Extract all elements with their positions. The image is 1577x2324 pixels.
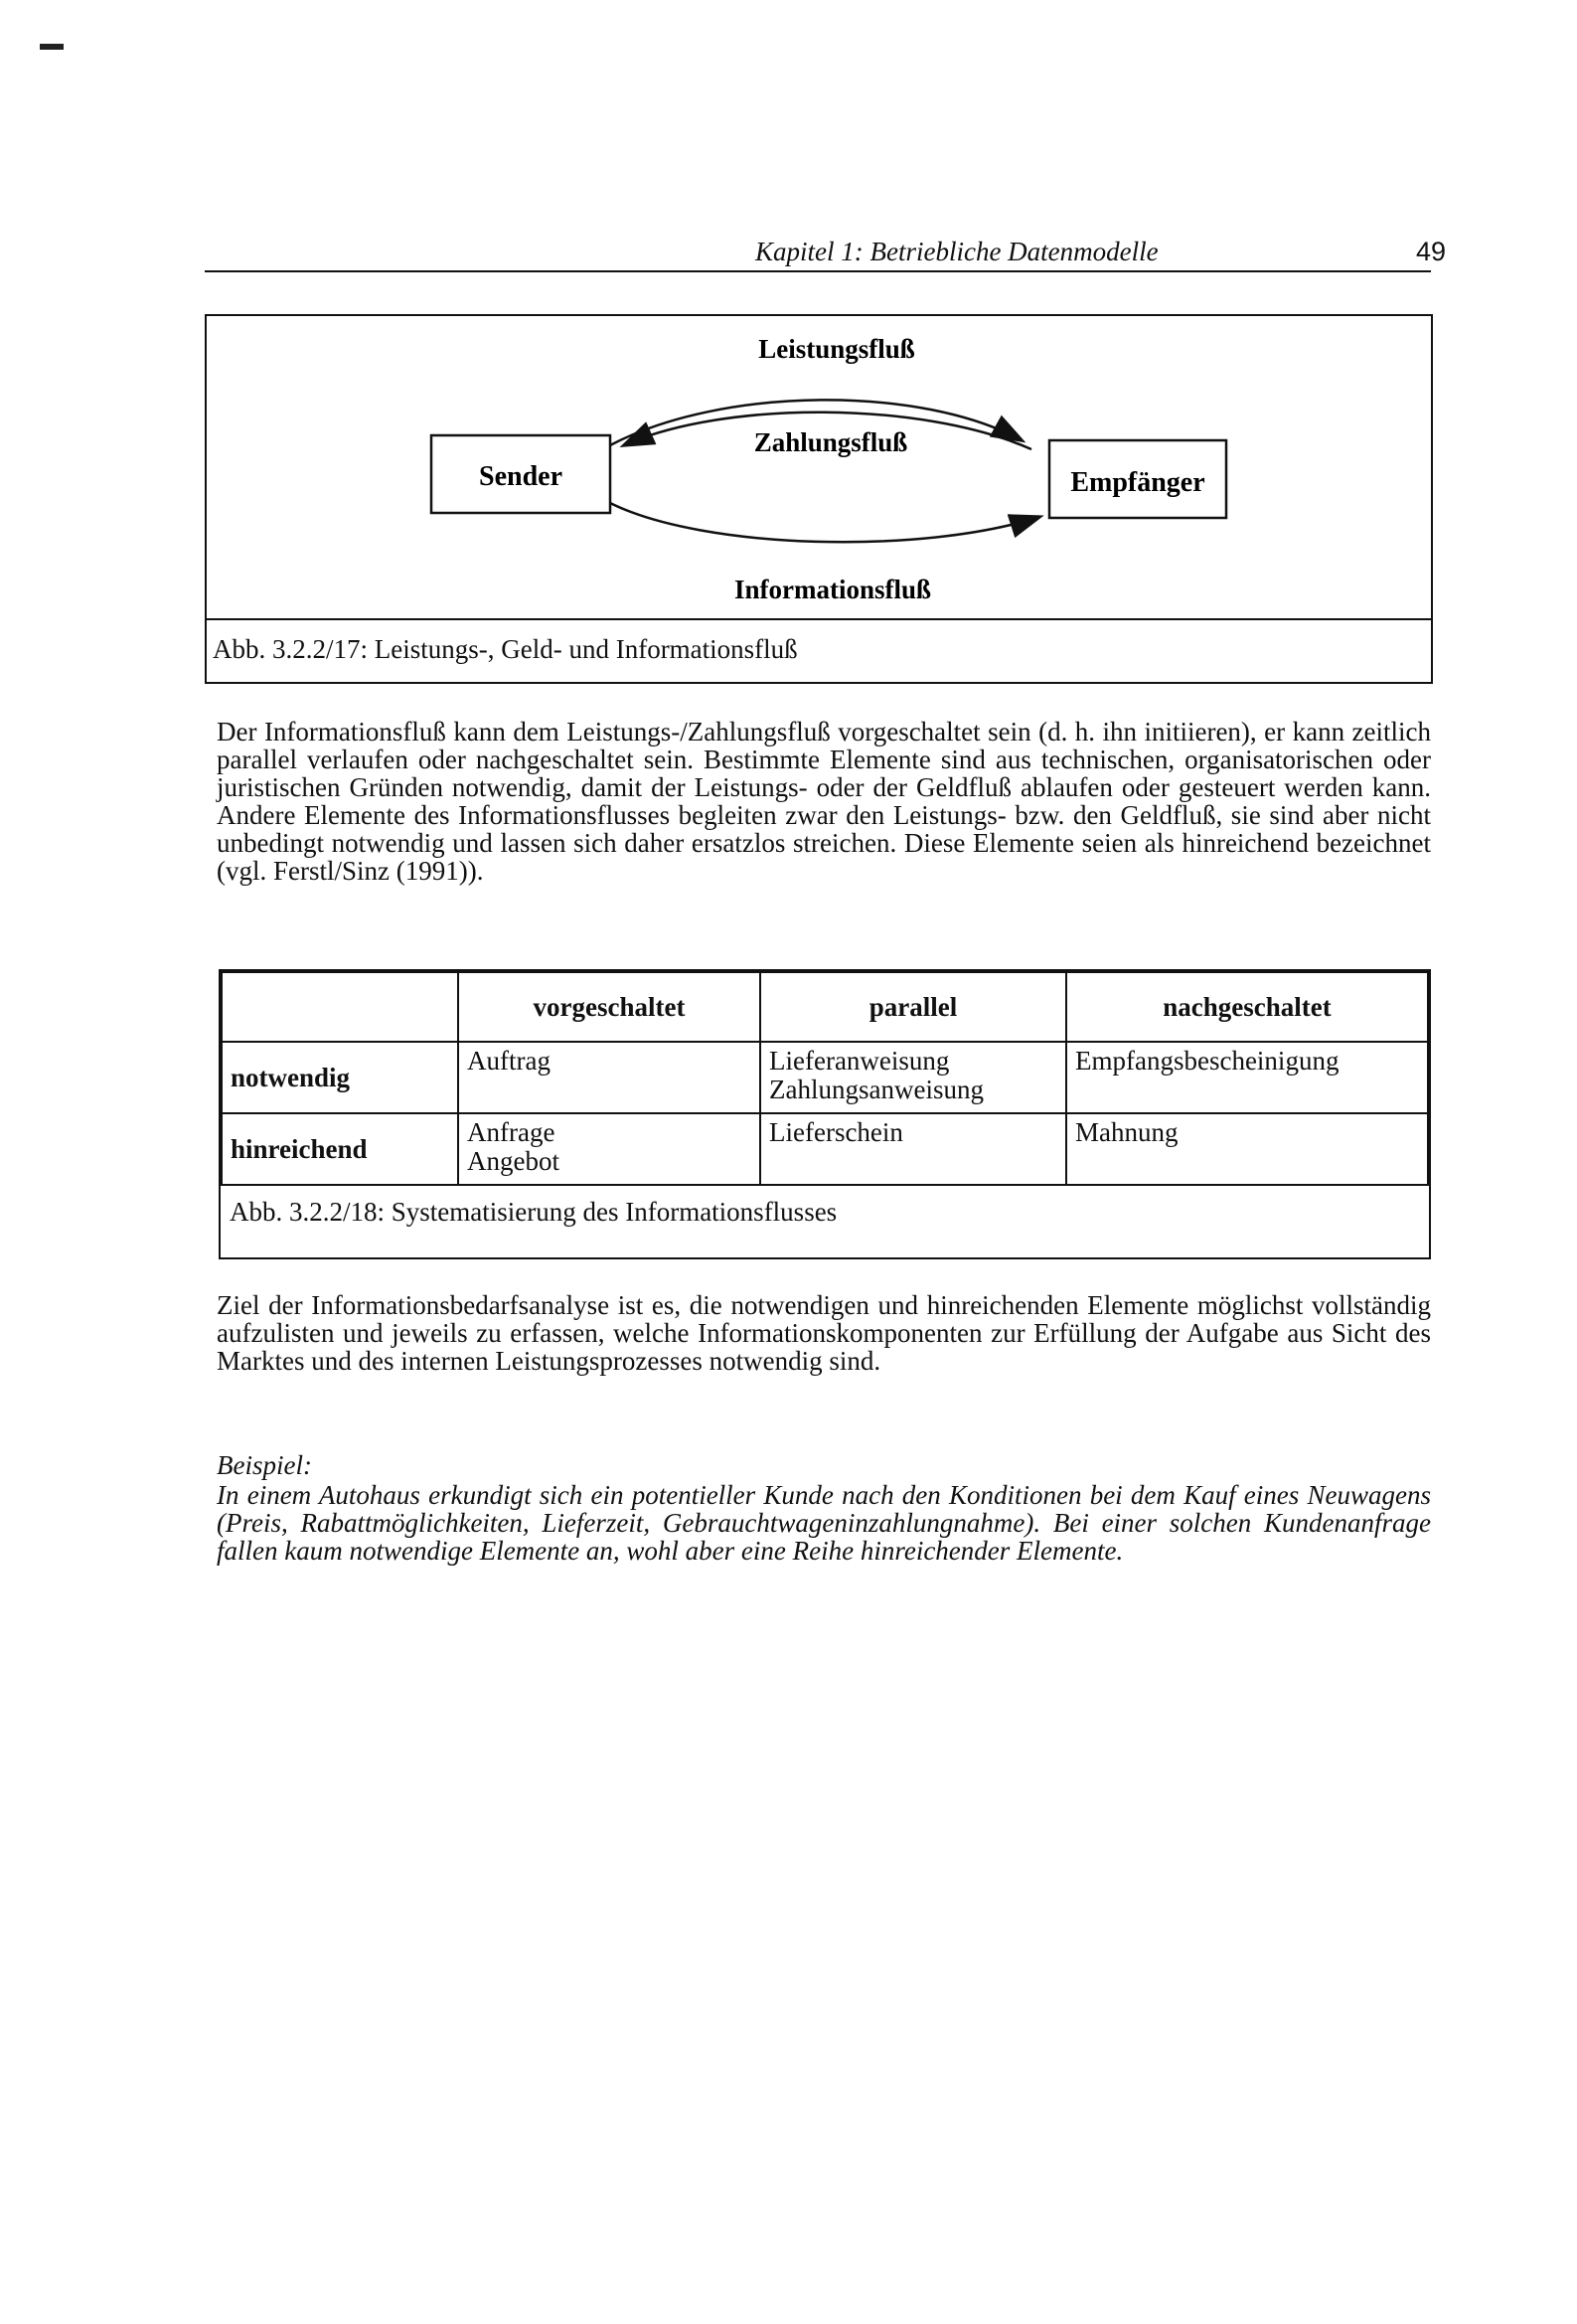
label-zahlungsfluss: Zahlungsfluß	[753, 427, 908, 457]
scan-artifact-mark	[40, 44, 64, 50]
body-paragraph-1: Der Informationsfluß kann dem Leistungs-/Zahlungsfluß vorgeschaltet sein (d. h. ihn initiieren), er kann zeitlich parallel verlaufen oder nachgeschaltet sein. Bestimmte Elemente sind aus technischen, organisatorischen oder juristischen Gründen notwendig, damit der Leistungs- oder der Geldfluß ablaufen oder gesteuert werden kann. Andere Elemente des Informationsflusses begleiten zwar den Leistungs- bzw. den Geldfluß, sie sind aber nicht unbedingt notwendig und lassen sich daher ersatzlos streichen. Diese Elemente seien als hinreichend bezeichnet (vgl. Ferstl/Sinz (1991)).	[217, 717, 1431, 886]
table-row	[222, 1113, 1428, 1185]
table-header-row	[222, 972, 1428, 1042]
informationsfluss-arrow	[610, 503, 1039, 542]
body-paragraph-2: Ziel der Informationsbedarfsanalyse ist es, die notwendigen und hinreichenden Elemente möglichst vollständig aufzulisten und jeweils zu erfassen, welche Informationskomponenten zur Erfüllung der Aufgabe aus Sicht des Marktes und des internen Leistungsprozesses notwendig sind.	[217, 1290, 1431, 1376]
table-cell: Lieferschein	[760, 1113, 1066, 1185]
table-row	[222, 1042, 1428, 1113]
example-label: Beispiel:	[217, 1450, 312, 1480]
page-number: 49	[1415, 237, 1446, 266]
column-header: parallel	[760, 972, 1066, 1042]
column-header: nachgeschaltet	[1066, 972, 1428, 1042]
label-leistungsfluss: Leistungsfluß	[758, 334, 915, 364]
row-header: hinreichend	[222, 1113, 458, 1185]
systematization-table-figure	[219, 969, 1431, 1259]
table-cell: Lieferanweisung Zahlungsanweisung	[760, 1042, 1066, 1113]
running-header-title: Kapitel 1: Betriebliche Datenmodelle	[755, 237, 1159, 266]
figure-flow-diagram	[205, 314, 1433, 684]
column-header: vorgeschaltet	[458, 972, 760, 1042]
table-corner-cell	[222, 972, 458, 1042]
figure1-caption: Abb. 3.2.2/17: Leistungs-, Geld- und Informationsfluß	[207, 618, 1431, 682]
row-header: notwendig	[222, 1042, 458, 1113]
sender-label: Sender	[479, 461, 562, 492]
example-text: In einem Autohaus erkundigt sich ein potentieller Kunde nach den Konditionen bei dem Kauf eines Neuwagens (Preis, Rabattmöglichkeiten, Lieferzeit, Gebrauchtwageninzahlungnahme). Bei einer solchen Kundenanfrage fallen kaum notwendige Elemente an, wohl aber eine Reihe hinreichender Elemente.	[217, 1480, 1431, 1566]
table-caption: Abb. 3.2.2/18: Systematisierung des Informationsflusses	[222, 1185, 1428, 1253]
flow-diagram-svg	[207, 316, 1431, 617]
table-caption-row	[222, 1185, 1428, 1253]
table-cell: Anfrage Angebot	[458, 1113, 760, 1185]
table-cell: Mahnung	[1066, 1113, 1428, 1185]
label-informationsfluss: Informationsfluß	[733, 575, 932, 604]
table-cell: Empfangsbescheinigung	[1066, 1042, 1428, 1113]
header-rule	[205, 270, 1431, 272]
receiver-label: Empfänger	[1070, 467, 1205, 498]
systematization-table	[221, 971, 1429, 1253]
table-cell: Auftrag	[458, 1042, 760, 1113]
